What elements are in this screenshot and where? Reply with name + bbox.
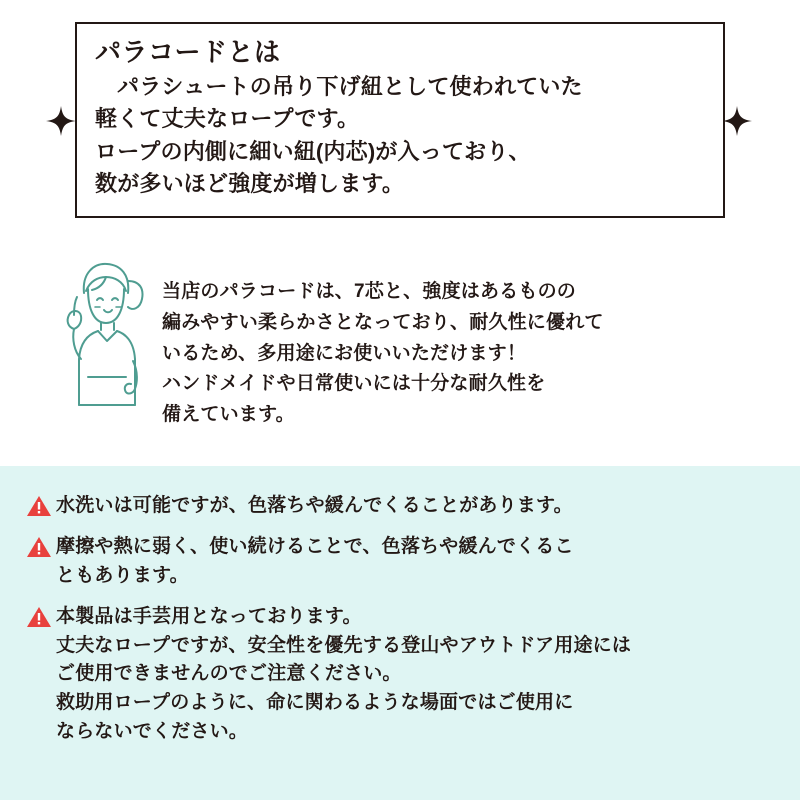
info-line: ハンドメイドや日常使いには十分な耐久性を [162, 373, 546, 395]
info-row [0, 255, 800, 431]
cautions-section [0, 466, 800, 800]
caution-item [26, 533, 772, 591]
info-line: 当店のパラコードは、7芯と、強度はあるものの [162, 281, 576, 302]
sparkle-icon [722, 106, 752, 136]
headline-line: 軽くて丈夫なロープです。 [95, 106, 360, 132]
woman-pointing-illustration [54, 255, 150, 425]
caution-line: 摩擦や熱に弱く、使い続けることで、色落ちや緩んでくるこ [56, 535, 574, 557]
sparkle-icon [46, 106, 76, 136]
page-title: パラコードとは [95, 37, 281, 67]
caution-text [56, 492, 573, 521]
caution-item [26, 492, 772, 521]
headline-line: ロープの内側に細い紐(内芯)が入っており、 [95, 138, 531, 164]
caution-subtext [56, 632, 772, 748]
caution-line: 本製品は手芸用となっております。 [56, 605, 362, 627]
caution-line: ともあります。 [56, 564, 189, 586]
caution-subline: 救助用ロープのように、命に関わるような場面ではご使用に [56, 692, 574, 714]
headline-line: パラシュートの吊り下げ紐として使われていた [117, 73, 583, 99]
caution-text [56, 533, 574, 591]
caution-text [56, 603, 362, 632]
info-paragraph [162, 255, 604, 431]
warning-triangle-icon [26, 605, 52, 629]
info-line: 編みやすい柔らかさとなっており、耐久性に優れて [162, 311, 604, 333]
headline-body [95, 71, 705, 201]
headline-line: 数が多いほど強度が増します。 [95, 171, 405, 197]
caution-line: 水洗いは可能ですが、色落ちや緩んでくることがあります。 [56, 495, 573, 516]
caution-subline: ならないでください。 [56, 721, 249, 743]
info-line: いるため、多用途にお使いいただけます！ [162, 342, 527, 364]
caution-item [26, 603, 772, 632]
info-line: 備えています。 [162, 404, 295, 426]
warning-triangle-icon [26, 535, 52, 559]
warning-triangle-icon [26, 494, 52, 518]
caution-subline: ご使用できませんのでご注意ください。 [56, 663, 402, 685]
caution-subline: 丈夫なロープですが、安全性を優先する登山やアウトドア用途には [56, 634, 632, 656]
headline-box [75, 22, 725, 218]
